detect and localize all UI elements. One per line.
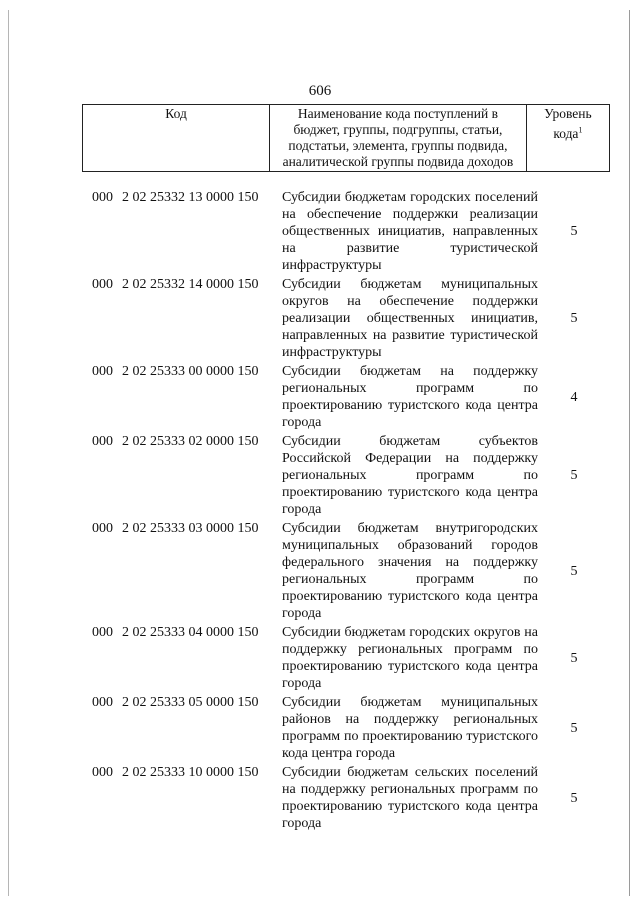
- table-body: [82, 189, 610, 834]
- footnote-mark: 1: [578, 125, 583, 134]
- income-code: 2 02 25332 14 0000 150: [122, 277, 259, 292]
- code-level: 5: [570, 311, 578, 326]
- header-level-text: [544, 106, 592, 141]
- table-row: [82, 764, 610, 832]
- code-level: 5: [570, 790, 578, 806]
- income-name: Субсидии бюджетам городских округов на поддержку региональных программ по проектированию туристского кода центра города: [282, 625, 538, 691]
- table-row: [82, 433, 610, 518]
- admin-code: 000: [92, 190, 113, 205]
- income-code: 2 02 25332 13 0000 150: [122, 190, 259, 205]
- table-row: [82, 624, 610, 692]
- table-row: [82, 520, 610, 622]
- table-header: [82, 104, 610, 172]
- table-row: [82, 694, 610, 762]
- income-code: 2 02 25333 04 0000 150: [122, 625, 259, 640]
- page-number: 606: [308, 83, 332, 99]
- code-level: 5: [570, 650, 578, 666]
- admin-code: 000: [92, 521, 113, 536]
- admin-code: 000: [92, 434, 113, 449]
- income-name: Субсидии бюджетам на поддержку региональных программ по проектированию туристского кода центра города: [282, 364, 538, 430]
- code-level: 4: [570, 389, 578, 405]
- admin-code: 000: [92, 695, 113, 710]
- income-code: 2 02 25333 05 0000 150: [122, 695, 259, 710]
- income-name: Субсидии бюджетам муниципальных районов на поддержку региональных программ по проектированию туристского кода центра города: [282, 695, 538, 761]
- income-code: 2 02 25333 10 0000 150: [122, 765, 259, 780]
- table-row: [82, 363, 610, 431]
- code-level: 5: [570, 224, 578, 239]
- header-name: Наименование кода поступлений в бюджет, группы, подгруппы, статьи, подстатьи, элемента, группы подвида, аналитической группы подвида доходов: [270, 105, 527, 172]
- code-level: 5: [570, 720, 578, 736]
- income-code: 2 02 25333 03 0000 150: [122, 521, 259, 536]
- header-level: [526, 105, 609, 172]
- admin-code: 000: [92, 277, 113, 292]
- income-name: Субсидии бюджетам субъектов Российской Федерации на поддержку региональных программ по проектированию туристского кода центра города: [282, 434, 538, 517]
- code-level: 5: [570, 468, 578, 483]
- header-code: Код: [83, 105, 270, 172]
- income-name: Субсидии бюджетам сельских поселений на поддержку региональных программ по проектированию туристского кода центра города: [282, 765, 538, 831]
- header-level-label: Уровень кода: [544, 106, 592, 141]
- code-level: 5: [570, 563, 578, 579]
- income-name: Субсидии бюджетам внутригородских муниципальных образований городов федерального значения на поддержку региональных программ по проектированию туристского кода центра города: [282, 521, 538, 621]
- income-name: Субсидии бюджетам городских поселений на обеспечение поддержки реализации общественных инициатив, направленных на развитие туристической инфраструктуры: [282, 190, 538, 273]
- admin-code: 000: [92, 765, 113, 780]
- admin-code: 000: [92, 625, 113, 640]
- income-code: 2 02 25333 00 0000 150: [122, 364, 259, 379]
- income-code: 2 02 25333 02 0000 150: [122, 434, 259, 449]
- admin-code: 000: [92, 364, 113, 379]
- income-name: Субсидии бюджетам муниципальных округов на обеспечение поддержки реализации общественных инициатив, направленных на развитие туристической инфраструктуры: [282, 277, 538, 360]
- table-row: [82, 276, 610, 361]
- table-row: [82, 189, 610, 274]
